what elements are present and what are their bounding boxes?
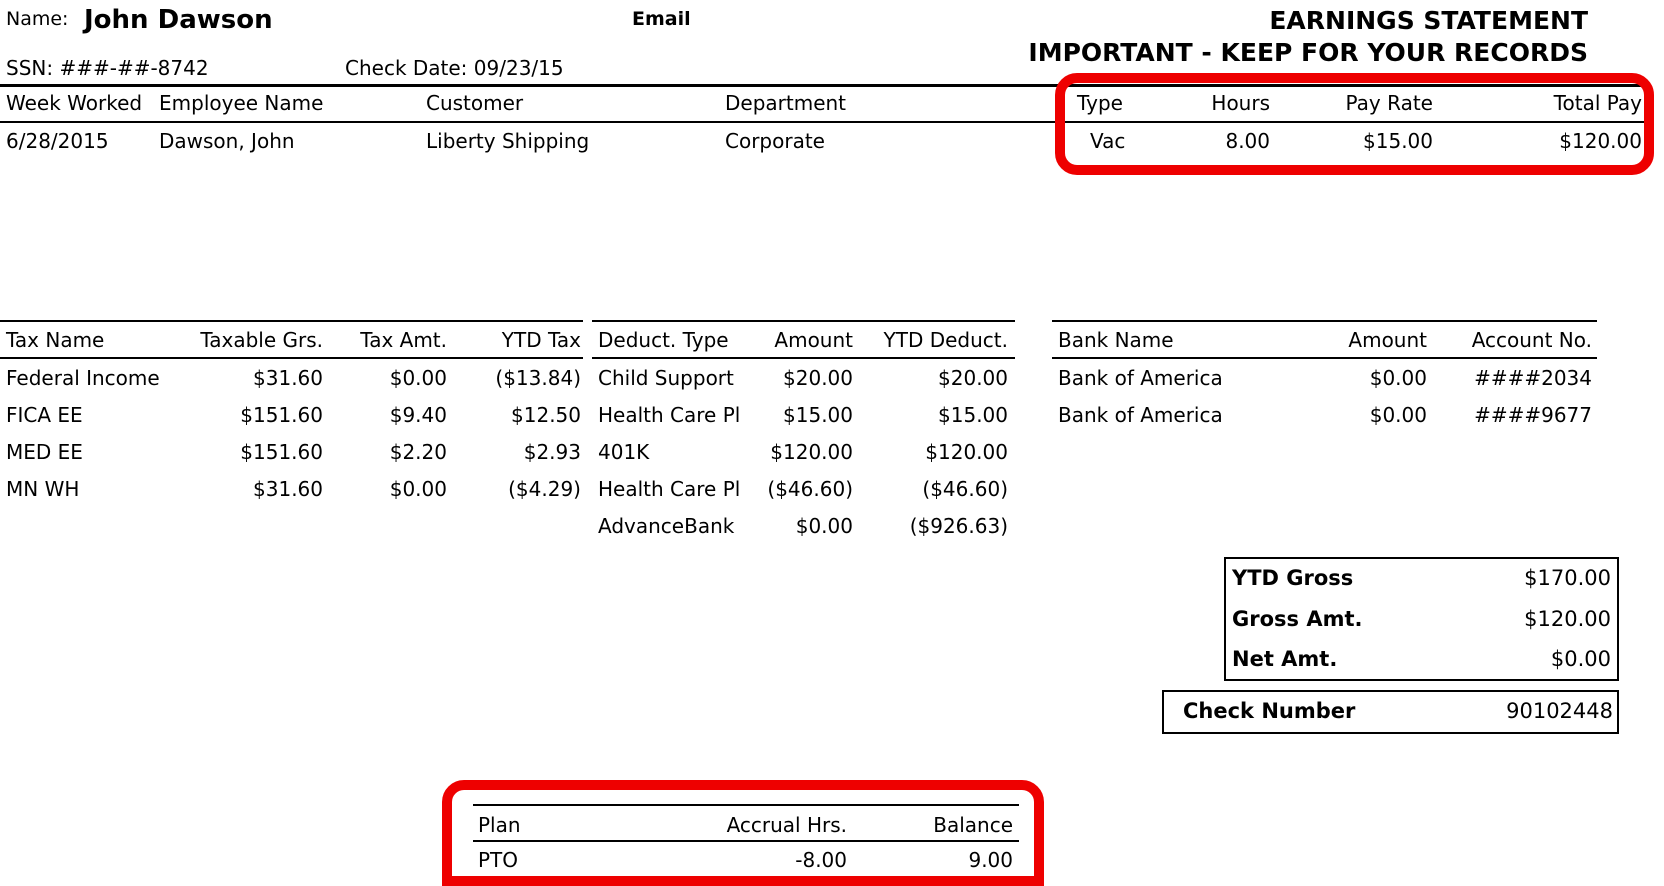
tax-row-name: FICA EE <box>6 403 83 427</box>
tax-row-ytd: ($4.29) <box>508 477 581 501</box>
check-number-value: 90102448 <box>1506 699 1613 723</box>
col-header-bank-amount: Amount <box>1348 328 1427 352</box>
gross-amt-label: Gross Amt. <box>1232 607 1363 631</box>
col-header-pay-rate: Pay Rate <box>1345 91 1433 115</box>
col-header-taxable-grs: Taxable Grs. <box>200 328 323 352</box>
bank-row-amount: $0.00 <box>1369 366 1427 390</box>
deduct-row-amount: $20.00 <box>783 366 853 390</box>
net-amt-value: $0.00 <box>1550 647 1611 671</box>
tax-row-taxable: $31.60 <box>253 477 323 501</box>
gross-amt-value: $120.00 <box>1524 607 1611 631</box>
check-number-label: Check Number <box>1183 699 1356 723</box>
tax-row-taxable: $151.60 <box>240 440 323 464</box>
employee-name: John Dawson <box>84 5 273 35</box>
deduct-row-amount: ($46.60) <box>767 477 853 501</box>
statement-subtitle: IMPORTANT - KEEP FOR YOUR RECORDS <box>1028 38 1588 67</box>
col-header-ytd-deduct: YTD Deduct. <box>883 328 1008 352</box>
col-header-account-no: Account No. <box>1471 328 1592 352</box>
divider <box>0 357 583 359</box>
bank-row-name: Bank of America <box>1058 366 1223 390</box>
tax-row-amount: $2.20 <box>389 440 447 464</box>
col-header-deduct-amount: Amount <box>774 328 853 352</box>
cell-department: Corporate <box>725 129 825 153</box>
deduct-row-ytd: $120.00 <box>925 440 1008 464</box>
col-header-customer: Customer <box>426 91 524 115</box>
col-header-plan: Plan <box>478 813 521 837</box>
deduct-row-ytd: ($46.60) <box>922 477 1008 501</box>
pto-row-balance: 9.00 <box>968 848 1013 872</box>
bank-row-account: ####9677 <box>1474 403 1592 427</box>
tax-row-amount: $9.40 <box>389 403 447 427</box>
bank-row-name: Bank of America <box>1058 403 1223 427</box>
divider <box>592 320 1015 322</box>
divider <box>1052 357 1597 359</box>
tax-row-name: MN WH <box>6 477 80 501</box>
bank-row-amount: $0.00 <box>1369 403 1427 427</box>
col-header-hours: Hours <box>1211 91 1270 115</box>
deduct-row-amount: $15.00 <box>783 403 853 427</box>
col-header-accrual-hrs: Accrual Hrs. <box>726 813 847 837</box>
col-header-tax-amt: Tax Amt. <box>360 328 447 352</box>
earnings-highlight <box>1055 73 1654 175</box>
deduct-row-ytd: $15.00 <box>938 403 1008 427</box>
cell-employee-name: Dawson, John <box>159 129 295 153</box>
cell-customer: Liberty Shipping <box>426 129 590 153</box>
deduct-row-type: 401K <box>598 440 650 464</box>
deduct-row-amount: $120.00 <box>770 440 853 464</box>
statement-title: EARNINGS STATEMENT <box>1269 6 1588 35</box>
deduct-row-type: Health Care Pl <box>598 477 741 501</box>
tax-row-ytd: ($13.84) <box>495 366 581 390</box>
deduct-row-type: AdvanceBank <box>598 514 735 538</box>
divider <box>592 357 1015 359</box>
ssn: SSN: ###-##-8742 <box>6 56 209 80</box>
col-header-week-worked: Week Worked <box>6 91 143 115</box>
col-header-deduct-type: Deduct. Type <box>598 328 729 352</box>
tax-row-amount: $0.00 <box>389 366 447 390</box>
deduct-row-ytd: $20.00 <box>938 366 1008 390</box>
col-header-type: Type <box>1077 91 1123 115</box>
cell-pay-rate: $15.00 <box>1363 129 1433 153</box>
deduct-row-amount: $0.00 <box>795 514 853 538</box>
cell-hours: 8.00 <box>1225 129 1270 153</box>
col-header-balance: Balance <box>933 813 1013 837</box>
pto-row-accrual: -8.00 <box>795 848 847 872</box>
col-header-tax-name: Tax Name <box>6 328 105 352</box>
ytd-gross-label: YTD Gross <box>1232 566 1354 590</box>
divider <box>0 320 583 322</box>
deduct-row-type: Health Care Pl <box>598 403 741 427</box>
bank-row-account: ####2034 <box>1474 366 1592 390</box>
tax-row-name: MED EE <box>6 440 83 464</box>
deduct-row-ytd: ($926.63) <box>909 514 1008 538</box>
check-date: Check Date: 09/23/15 <box>345 56 564 80</box>
net-amt-label: Net Amt. <box>1232 647 1338 671</box>
tax-row-taxable: $151.60 <box>240 403 323 427</box>
ytd-gross-value: $170.00 <box>1524 566 1611 590</box>
deduct-row-type: Child Support <box>598 366 734 390</box>
email-label: Email <box>632 8 691 30</box>
cell-total-pay: $120.00 <box>1559 129 1642 153</box>
pto-highlight <box>442 780 1044 886</box>
name-label: Name: <box>6 8 69 30</box>
tax-row-ytd: $12.50 <box>511 403 581 427</box>
col-header-employee-name: Employee Name <box>159 91 324 115</box>
pto-row-plan: PTO <box>478 848 519 872</box>
tax-row-amount: $0.00 <box>389 477 447 501</box>
col-header-department: Department <box>725 91 847 115</box>
col-header-ytd-tax: YTD Tax <box>501 328 581 352</box>
cell-week-worked: 6/28/2015 <box>6 129 109 153</box>
col-header-bank-name: Bank Name <box>1058 328 1174 352</box>
tax-row-ytd: $2.93 <box>523 440 581 464</box>
cell-type: Vac <box>1090 129 1126 153</box>
tax-row-taxable: $31.60 <box>253 366 323 390</box>
tax-row-name: Federal Income <box>6 366 160 390</box>
col-header-total-pay: Total Pay <box>1553 91 1642 115</box>
divider <box>1052 320 1597 322</box>
